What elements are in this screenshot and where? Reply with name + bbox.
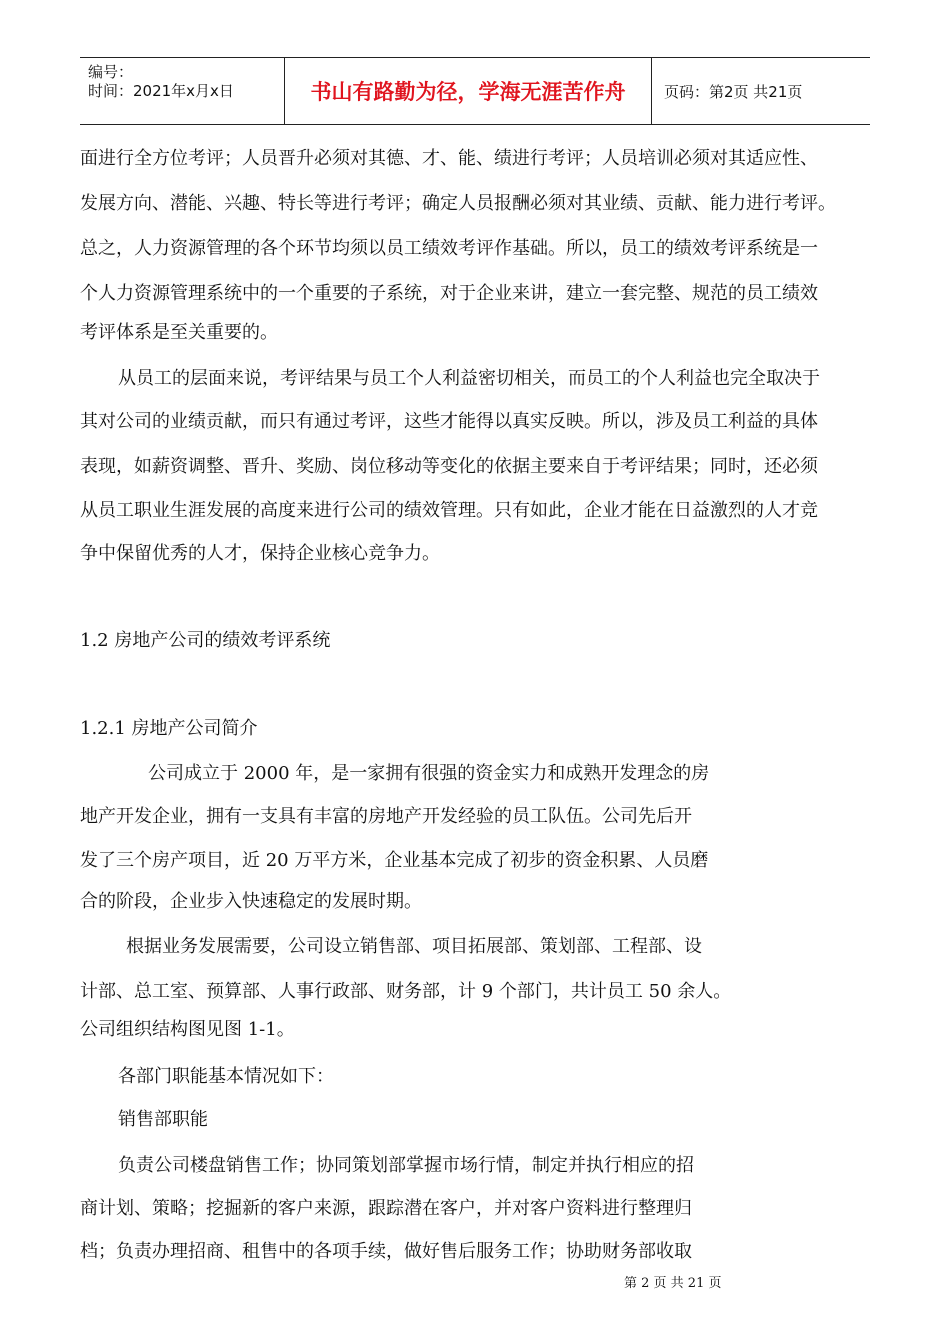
paragraph-line: 公司组织结构图见图 1-1。 [80, 1019, 295, 1040]
paragraph-line: 考评体系是至关重要的。 [80, 322, 278, 343]
paragraph-line: 面进行全方位考评；人员晋升必须对其德、才、能、绩进行考评；人员培训必须对其适应性、 [80, 148, 818, 169]
paragraph-line: 争中保留优秀的人才，保持企业核心竞争力。 [80, 543, 440, 564]
paragraph-line: 发了三个房产项目，近 20 万平方米，企业基本完成了初步的资金积累、人员磨 [80, 850, 709, 871]
paragraph-line: 各部门职能基本情况如下： [118, 1066, 334, 1087]
section-heading: 1.2 房地产公司的绩效考评系统 [80, 630, 331, 651]
number-label: 编号： [88, 63, 134, 81]
paragraph-line: 地产开发企业，拥有一支具有丰富的房地产开发经验的员工队伍。公司先后开 [80, 806, 692, 827]
paragraph-line: 商计划、策略；挖掘新的客户来源，跟踪潜在客户，并对客户资料进行整理归 [80, 1198, 692, 1219]
paragraph-line: 计部、总工室、预算部、人事行政部、财务部，计 9 个部门，共计员工 50 余人。 [80, 981, 732, 1002]
header-motto: 书山有路勤为径，学海无涯苦作舟 [284, 58, 652, 124]
paragraph-line: 其对公司的业绩贡献，而只有通过考评，这些才能得以真实反映。所以，涉及员工利益的具体 [80, 411, 818, 432]
paragraph-line: 从员工职业生涯发展的高度来进行公司的绩效管理。只有如此，企业才能在日益激烈的人才竞 [80, 500, 818, 521]
paragraph-line: 表现，如薪资调整、晋升、奖励、岗位移动等变化的依据主要来自于考评结果；同时，还必须 [80, 456, 818, 477]
page-footer: 第 2 页 共 21 页 [624, 1276, 722, 1291]
paragraph-line: 从员工的层面来说，考评结果与员工个人利益密切相关，而员工的个人利益也完全取决于 [118, 368, 820, 389]
paragraph-line: 公司成立于 2000 年，是一家拥有很强的资金实力和成熟开发理念的房 [148, 763, 710, 784]
paragraph-line: 发展方向、潜能、兴趣、特长等进行考评；确定人员报酬必须对其业绩、贡献、能力进行考评。 [80, 193, 836, 214]
paragraph-line: 根据业务发展需要，公司设立销售部、项目拓展部、策划部、工程部、设 [126, 936, 702, 957]
paragraph-line: 总之，人力资源管理的各个环节均须以员工绩效考评作基础。所以，员工的绩效考评系统是一 [80, 238, 818, 259]
paragraph-line: 合的阶段，企业步入快速稳定的发展时期。 [80, 891, 422, 912]
section-heading: 销售部职能 [118, 1109, 208, 1130]
header-page-number: 页码：第2页 共21页 [664, 82, 803, 101]
paragraph-line: 负责公司楼盘销售工作；协同策划部掌握市场行情，制定并执行相应的招 [118, 1155, 694, 1176]
paragraph-line: 个人力资源管理系统中的一个重要的子系统，对于企业来讲，建立一套完整、规范的员工绩效 [80, 283, 818, 304]
paragraph-line: 档；负责办理招商、租售中的各项手续，做好售后服务工作；协助财务部收取 [80, 1241, 692, 1262]
page-header [80, 57, 870, 125]
time-label: 时间：2021年x月x日 [88, 82, 234, 100]
subsection-heading: 1.2.1 房地产公司简介 [80, 718, 258, 739]
header-meta [80, 58, 284, 124]
